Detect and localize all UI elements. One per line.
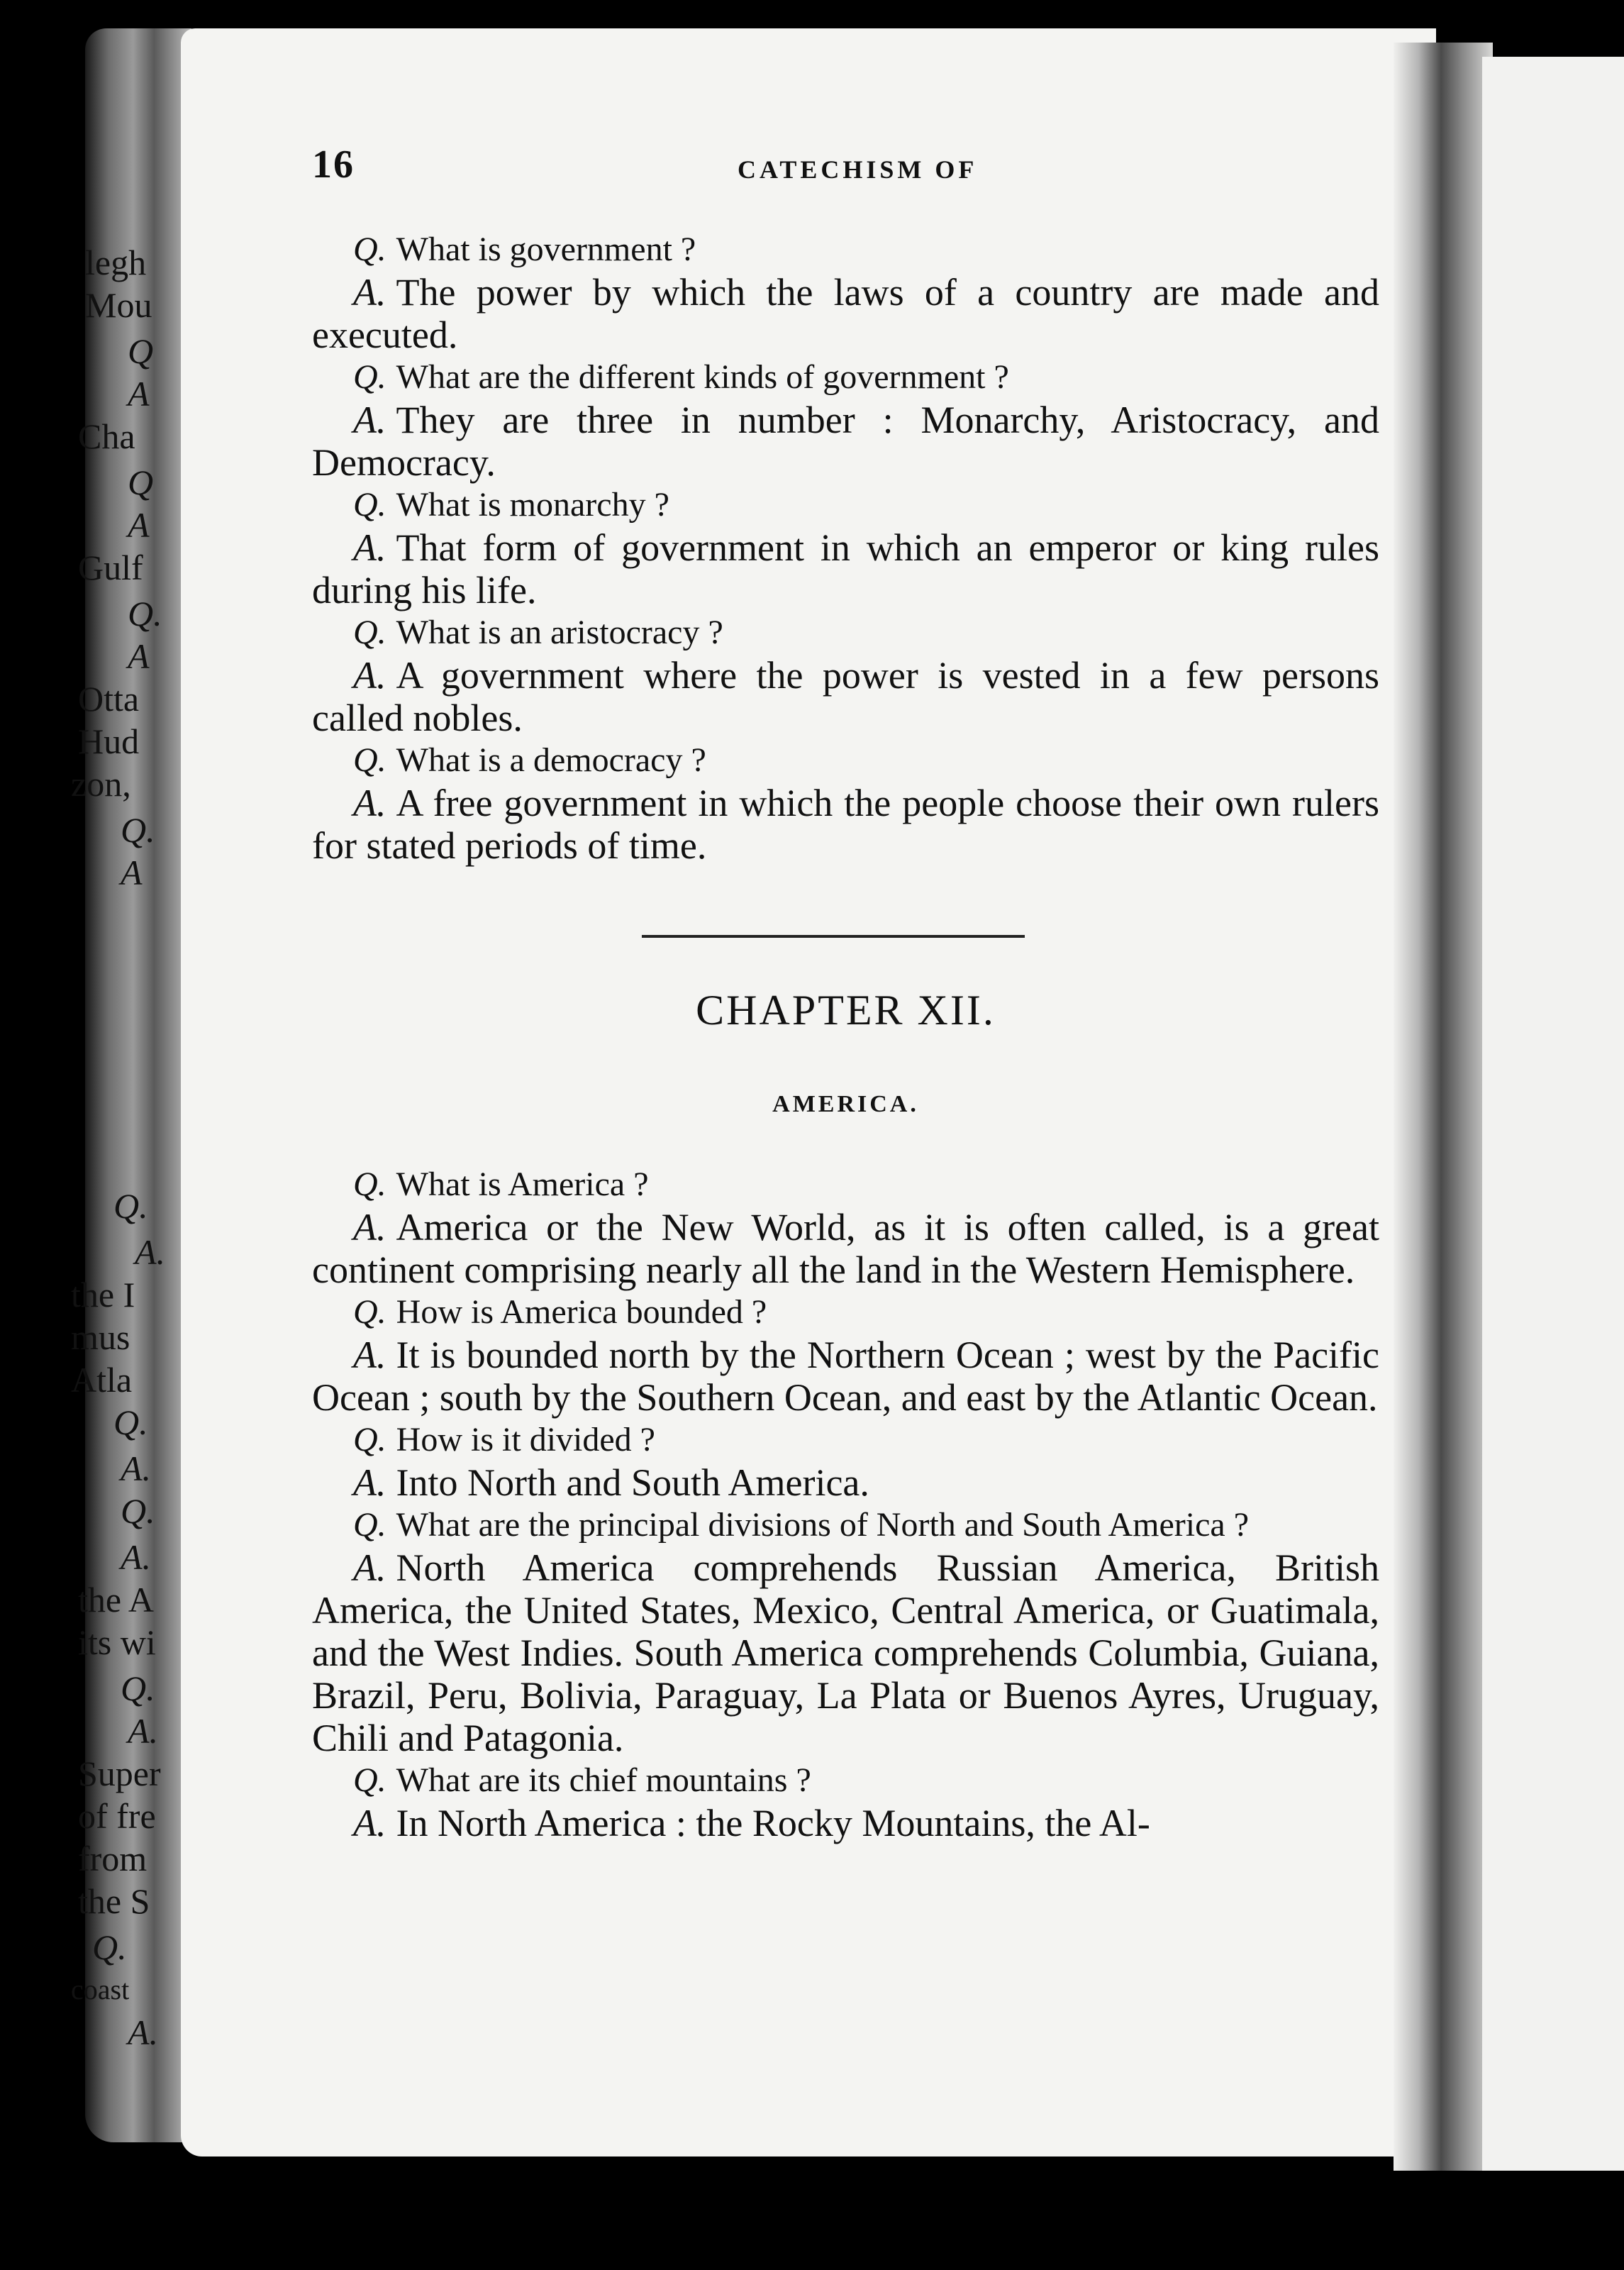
facing-page-fragment: A. bbox=[121, 1449, 152, 1488]
answer bbox=[312, 1546, 1379, 1759]
question-text: What is monarchy ? bbox=[396, 486, 669, 524]
answer bbox=[312, 526, 1379, 611]
facing-page-fragment: A bbox=[128, 505, 150, 545]
question-text: How is America bounded ? bbox=[396, 1293, 767, 1331]
answer bbox=[312, 1461, 1379, 1504]
facing-page-fragment: the A bbox=[78, 1580, 154, 1620]
question-text: What are its chief mountains ? bbox=[396, 1761, 811, 1799]
answer-label: A. bbox=[353, 1206, 386, 1248]
answer-label: A. bbox=[353, 1802, 386, 1844]
answer-label: A. bbox=[353, 526, 386, 569]
facing-page-fragment: its wi bbox=[78, 1622, 156, 1662]
question bbox=[312, 356, 1379, 399]
question-text: What is an aristocracy ? bbox=[396, 614, 723, 651]
facing-page-fragment: Q bbox=[128, 331, 154, 371]
government-questions bbox=[312, 228, 1379, 867]
facing-page-fragment: A. bbox=[135, 1232, 166, 1272]
facing-page-fragment: legh bbox=[85, 243, 147, 282]
answer-text: America or the New World, as it is often called, is a great continent comprising nearly all the land in the Western Hemisphere. bbox=[312, 1206, 1379, 1291]
facing-page-fragment: A bbox=[128, 636, 150, 676]
answer bbox=[312, 1802, 1379, 1844]
answer-label: A. bbox=[353, 399, 386, 441]
question-label: Q. bbox=[353, 1506, 386, 1544]
chapter-title: CHAPTER XII. bbox=[696, 987, 996, 1034]
answer-label: A. bbox=[353, 1461, 386, 1504]
facing-page-fragment: Hud bbox=[78, 721, 140, 761]
facing-page-fragment: A. bbox=[128, 2012, 159, 2052]
facing-page-fragment: A bbox=[128, 374, 150, 414]
facing-page-fragment: of fre bbox=[78, 1796, 156, 1836]
america-questions bbox=[312, 1163, 1379, 1844]
question bbox=[312, 1419, 1379, 1461]
question-text: What are the different kinds of government ? bbox=[396, 358, 1009, 396]
question-text: What is a democracy ? bbox=[396, 741, 706, 779]
facing-page-fragment: the S bbox=[78, 1881, 150, 1921]
answer bbox=[312, 271, 1379, 356]
question-label: Q. bbox=[353, 1421, 386, 1458]
question-label: Q. bbox=[353, 231, 386, 268]
facing-page-fragment: coast bbox=[71, 1973, 130, 2005]
question-label: Q. bbox=[353, 1166, 386, 1203]
question-label: Q. bbox=[353, 1761, 386, 1799]
answer bbox=[312, 399, 1379, 484]
question bbox=[312, 739, 1379, 782]
facing-page-fragment: A. bbox=[121, 1537, 152, 1577]
answer-text: The power by which the laws of a country are made and executed. bbox=[312, 271, 1379, 356]
book-gutter bbox=[1394, 43, 1493, 2171]
question-label: Q. bbox=[353, 358, 386, 396]
question-text: How is it divided ? bbox=[396, 1421, 655, 1458]
answer-text: Into North and South America. bbox=[396, 1461, 869, 1504]
question bbox=[312, 1504, 1379, 1546]
facing-page-fragment: Super bbox=[78, 1754, 161, 1793]
answer-text: In North America : the Rocky Mountains, the Al- bbox=[396, 1802, 1150, 1844]
answer-text: North America comprehends Russian America, British America, the United States, Mexico, Central America, or Guatimala, and the West Indies. South America comprehends Columbia, Guiana, Brazil, Peru, Bolivia, Paraguay, La Plata or Buenos Ayres, Uruguay, Chili and Patagonia. bbox=[312, 1546, 1379, 1759]
answer bbox=[312, 1206, 1379, 1291]
page-number: 16 bbox=[312, 143, 355, 187]
facing-page-fragment: Q. bbox=[121, 1491, 155, 1531]
answer-text: It is bounded north by the Northern Ocean ; west by the Pacific Ocean ; south by the Southern Ocean, and east by the Atlantic Ocean. bbox=[312, 1334, 1379, 1419]
answer-label: A. bbox=[353, 271, 386, 314]
facing-page-fragment: Q bbox=[128, 463, 154, 502]
answer bbox=[312, 782, 1379, 867]
question-text: What is America ? bbox=[396, 1166, 649, 1203]
question bbox=[312, 484, 1379, 526]
answer-text: They are three in number : Monarchy, Aristocracy, and Democracy. bbox=[312, 399, 1379, 484]
question-label: Q. bbox=[353, 614, 386, 651]
facing-page-fragment: the I bbox=[71, 1275, 135, 1314]
answer-text: A free government in which the people choose their own rulers for stated periods of time. bbox=[312, 782, 1379, 867]
question-label: Q. bbox=[353, 1293, 386, 1331]
answer-label: A. bbox=[353, 782, 386, 824]
answer bbox=[312, 1334, 1379, 1419]
question bbox=[312, 611, 1379, 654]
facing-page-fragment: A. bbox=[128, 1711, 159, 1751]
answer-label: A. bbox=[353, 654, 386, 697]
facing-page-fragment: Cha bbox=[78, 416, 135, 456]
facing-page-fragment: from bbox=[78, 1839, 148, 1878]
question-text: What is government ? bbox=[396, 231, 696, 268]
facing-page-fragment: Q. bbox=[92, 1927, 127, 1967]
question bbox=[312, 1163, 1379, 1206]
running-head bbox=[312, 142, 1376, 192]
facing-page-fragment: Mou bbox=[85, 285, 152, 325]
section-divider bbox=[642, 935, 1025, 938]
facing-page-fragment: Otta bbox=[78, 679, 140, 719]
answer-text: A government where the power is vested in a few persons called nobles. bbox=[312, 654, 1379, 739]
running-title: CATECHISM OF bbox=[738, 155, 978, 184]
facing-page-fragment: Q. bbox=[113, 1186, 148, 1226]
facing-page-fragment: Gulf bbox=[78, 548, 143, 587]
facing-page-fragment: A bbox=[121, 853, 143, 892]
facing-page-fragment: mus bbox=[71, 1317, 130, 1357]
question-text: What are the principal divisions of North and South America ? bbox=[396, 1506, 1250, 1544]
facing-page-fragment: zon, bbox=[71, 764, 131, 804]
facing-page-fragment: Q. bbox=[128, 594, 162, 633]
question bbox=[312, 1291, 1379, 1334]
question bbox=[312, 1759, 1379, 1802]
facing-page-fragment: Q. bbox=[121, 1668, 155, 1708]
facing-page-fragment: Q. bbox=[113, 1402, 148, 1442]
answer-label: A. bbox=[353, 1546, 386, 1589]
answer-text: That form of government in which an emperor or king rules during his life. bbox=[312, 526, 1379, 611]
facing-page-fragment: Atla bbox=[71, 1360, 133, 1400]
question bbox=[312, 228, 1379, 271]
answer bbox=[312, 654, 1379, 739]
answer-label: A. bbox=[353, 1334, 386, 1376]
facing-page-fragment: Q. bbox=[121, 810, 155, 850]
question-label: Q. bbox=[353, 486, 386, 524]
question-label: Q. bbox=[353, 741, 386, 779]
section-title: AMERICA. bbox=[772, 1091, 919, 1117]
